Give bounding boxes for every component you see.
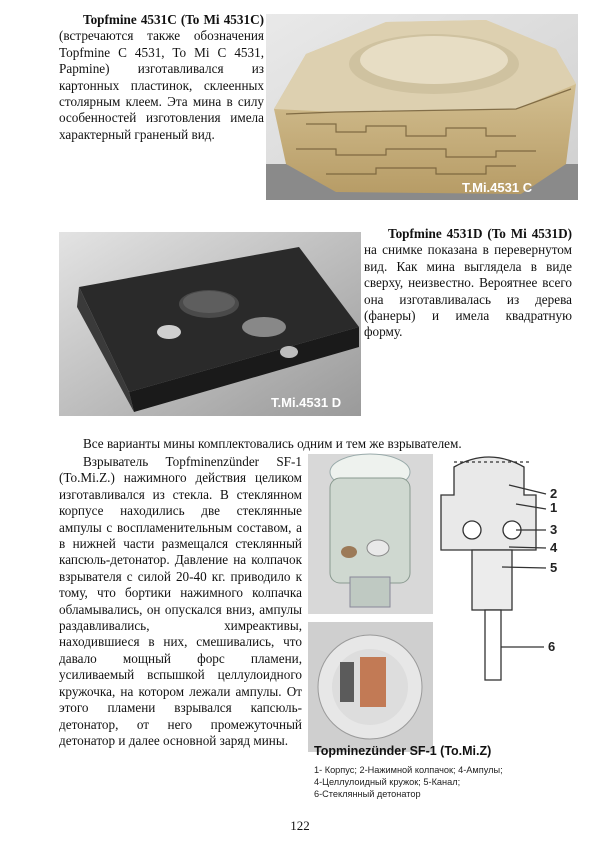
legend-line: 4-Целлулоидный кружок; 5-Канал;: [314, 777, 461, 787]
legend-line: 1- Корпус; 2-Нажимной колпачок; 4-Ампулы;: [314, 765, 503, 775]
section-d-text: на снимке показана в перевернутом вид. Как мина выглядела в виде сверху, неизвестно. Вероятнее всего она изготавливалась из дерева (фанеры) и имела квадратную форму.: [364, 242, 572, 340]
mine-c-image: [266, 14, 578, 200]
mine-d-caption: T.Mi.4531 D: [271, 395, 342, 410]
fuze-figure-art: [304, 452, 584, 757]
fuze-figure-title: Topminezünder SF-1 (To.Mi.Z): [314, 744, 492, 758]
mine-c-caption: T.Mi.4531 C: [462, 180, 533, 195]
diagram-label-4: 4: [550, 540, 558, 555]
section-c-text: (встречаются также обозначения Topfmine C 4531, To Mi C 4531, Papmine) изготавливался из картонных пластинок, склеенных столярным клеем. Эта мина в силу особенностей изготовления имела характерный граненый вид.: [59, 28, 264, 142]
legend-line: 6-Стеклянный детонатор: [314, 789, 421, 799]
diagram-label-1: 1: [550, 500, 558, 515]
fuze-figure: [304, 452, 584, 807]
photo-mine-d: [59, 232, 361, 416]
section-d-paragraph: [364, 226, 572, 341]
mine-d-image: [59, 232, 361, 416]
section-c-name: Topfmine 4531C (To Mi 4531C): [83, 12, 264, 27]
section-c-paragraph: [59, 12, 264, 143]
diagram-label-5: 5: [550, 560, 558, 575]
diagram-label-2: 2: [550, 486, 558, 501]
section-d-name: Topfmine 4531D (To Mi 4531D): [388, 226, 572, 241]
diagram-label-6: 6: [548, 639, 556, 654]
fuze-legend: [314, 764, 503, 800]
diagram-label-3: 3: [550, 522, 558, 537]
fuze-intro: Все варианты мины комплектовались одним и тем же взрывателем.: [83, 436, 462, 451]
page-number: 122: [290, 818, 310, 833]
photo-mine-c: [266, 14, 578, 200]
fuze-body: Взрыватель Topfminenzünder SF-1 (To.Mi.Z.) нажимного действия целиком изготавливался из стекла. В стеклянном корпусе находились две стеклянные ампулы с воспламенительным составом, а в нижней части размещался стеклянный капсюль-детонатор. Давление на колпачок взрывателя с силой 20-40 кг. приводило к тому, что бортики нажимного колпачка обламывались, он опускался вниз, ампулы раздавливались, химреактивы, находившиеся в них, смешивались, что давало мощный форс пламени, усиливаемый вспышкой целлулоидного кружочка, на котором лежали ампулы. От этого пламени взрывался капсюль-детонатор, от него промежуточный детонатор и далее основной заряд мины.: [59, 454, 302, 748]
